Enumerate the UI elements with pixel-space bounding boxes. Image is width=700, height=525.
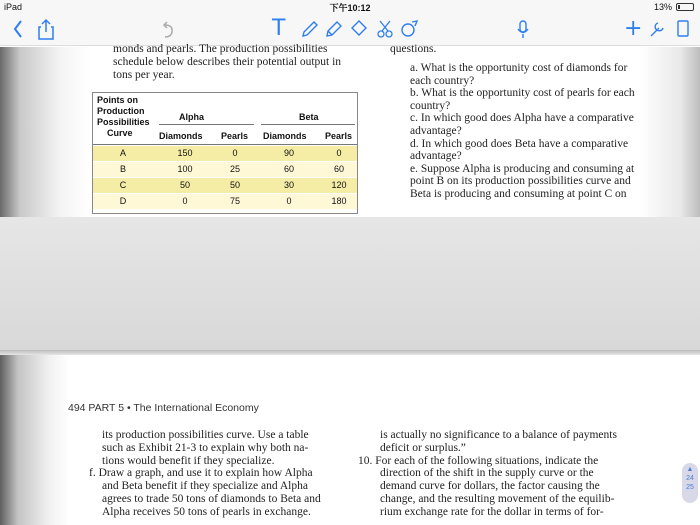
page-number: 25 [686, 484, 694, 491]
production-possibilities-table [92, 92, 358, 214]
scissors-icon [376, 18, 394, 40]
table-row: B 100 25 60 60 [93, 162, 357, 177]
lasso-tool-button[interactable] [376, 18, 394, 40]
page-scrubber[interactable] [682, 463, 698, 503]
beta-header: Beta [299, 112, 319, 122]
header-rule [93, 144, 357, 145]
shape-tool-button[interactable] [400, 18, 418, 40]
microphone-icon [516, 18, 530, 40]
back-button[interactable] [12, 18, 24, 40]
questions-heading: questions. [390, 43, 437, 55]
bottom-left-column: its production possibilities curve. Use a table such as Exhibit 21-3 to explain why both na- tions would benefit if they specialize. f. Draw a graph, and use it to explain how Alpha and Beta benefit if they specialize and Alpha agrees to trade 50 tons of diamonds to Beta and Alpha receives 50 tons of pearls in exchange. [89, 429, 321, 518]
bottom-right-column: is actually no significance to a balance of payments deficit or surplus.” 10. For each of the following situations, indicate the direction of the shift in the supply curve or the demand curve for dollars, the factor causing the change, and the resulting movement of the equilib- rium exchange rate for the dollar in terms of for- [358, 429, 617, 518]
table-row: D 0 75 0 180 [93, 194, 357, 209]
plus-icon: + [624, 16, 643, 41]
highlighter-tool-button[interactable] [324, 18, 342, 40]
col-header-beta-pearls: Pearls [325, 131, 353, 141]
pen-icon [300, 18, 318, 40]
alpha-rule [159, 124, 254, 125]
page-icon [676, 18, 690, 40]
page-shadow [0, 217, 700, 352]
table-corner-header: Points on Production Possibilities Curve [97, 95, 150, 138]
table-row: C 50 50 30 120 [93, 178, 357, 193]
shape-icon [400, 18, 418, 40]
eraser-tool-button[interactable] [350, 18, 368, 40]
text-tool-button[interactable] [272, 18, 285, 40]
undo-button[interactable] [160, 18, 176, 40]
battery-percent: 13% [653, 2, 672, 12]
question-list: a. What is the opportunity cost of diamonds for each country? b. What is the opportunity cost of pearls for each country? c. In which good does Alpha have a comparative advantage? d. In which good does Beta have a comparative advantage? e. Suppose Alpha is producing and consuming at point B on its production possibilities curve and Beta is producing and consuming at point C on [410, 62, 635, 200]
share-icon [38, 18, 54, 40]
col-header-beta-diamonds: Diamonds [263, 131, 307, 141]
device-label: iPad [4, 2, 23, 12]
page-number: 24 [686, 475, 694, 482]
eraser-icon [350, 18, 368, 40]
battery-icon [676, 3, 694, 11]
status-right [654, 2, 694, 12]
col-header-alpha-pearls: Pearls [221, 131, 249, 141]
status-bar [0, 0, 700, 14]
table-row: A 150 0 90 0 [93, 146, 357, 161]
share-button[interactable] [38, 18, 54, 40]
add-page-button[interactable] [624, 18, 642, 40]
alpha-header: Alpha [179, 112, 205, 122]
chevron-left-icon [12, 18, 24, 40]
clock: 下午10:12 [329, 3, 371, 13]
wrench-icon [648, 18, 666, 40]
intro-paragraph: monds and pearls. The production possibilities schedule below describes their potential output in tons per year. [113, 43, 342, 81]
pen-tool-button[interactable] [300, 18, 318, 40]
pages-button[interactable] [676, 18, 690, 40]
highlighter-icon [324, 18, 342, 40]
page-header: 494 PART 5 • The International Economy [68, 402, 259, 414]
annotation-toolbar [0, 14, 700, 46]
tools-button[interactable] [648, 18, 666, 40]
col-header-alpha-diamonds: Diamonds [159, 131, 203, 141]
beta-rule [261, 124, 355, 125]
microphone-button[interactable] [516, 18, 530, 40]
undo-icon [160, 18, 176, 40]
scroll-up-icon: ▲ [686, 466, 694, 473]
text-tool-label: T [272, 16, 286, 41]
